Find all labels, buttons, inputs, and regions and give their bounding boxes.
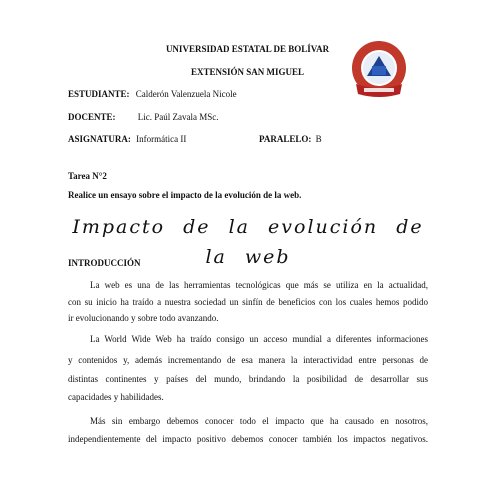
task-instruction: Realice un ensayo sobre el impacto de la evolución de la web. [68, 190, 302, 200]
parallel-label: PARALELO: [259, 134, 312, 144]
essay-line: La World Wide Web ha traído consigo un acceso mundial a diferentes informaciones [90, 334, 428, 344]
subject-row [68, 134, 186, 145]
extension-name: EXTENSIÓN SAN MIGUEL [190, 67, 305, 77]
parallel-value: B [315, 134, 322, 144]
essay-line: ir evolucionando y sobre todo avanzando. [68, 313, 219, 323]
seal-emblem-book [372, 66, 386, 75]
teacher-label: DOCENTE: [68, 112, 116, 122]
student-row [68, 89, 237, 100]
university-seal-icon [348, 40, 410, 102]
teacher-value: Lic. Paúl Zavala MSc. [137, 112, 219, 122]
essay-line: independientemente del impacto positivo debemos conocer también los impactos negativos. [68, 434, 428, 444]
teacher-row [68, 112, 219, 123]
student-value: Calderón Valenzuela Nicole [135, 89, 237, 99]
student-label: ESTUDIANTE: [68, 89, 130, 99]
essay-line: distintas continentes y países del mundo, brindando la posibilidad de desarrollar sus [68, 374, 428, 384]
seal-banner-stripe [364, 88, 394, 92]
section-heading: INTRODUCCIÓN [68, 258, 141, 268]
essay-line: y contenidos y, además incrementando de esa manera la interactividad entre personas de [68, 355, 428, 365]
essay-line: capacidades y habilidades. [68, 392, 164, 402]
subject-label: ASIGNATURA: [68, 134, 131, 144]
essay-line: La web es una de las herramientas tecnológicas que más se utiliza en la actualidad, [90, 280, 428, 290]
task-number: Tarea N°2 [68, 171, 107, 181]
parallel-row [259, 134, 322, 145]
subject-value: Informática II [136, 134, 187, 144]
essay-line: con su inicio ha traído a nuestra sociedad un sinfín de beneficios con los cuales hemos podido [68, 297, 428, 307]
university-name: UNIVERSIDAD ESTATAL DE BOLÍVAR [165, 44, 330, 54]
essay-title: Impacto de la evolución de la web [72, 216, 424, 268]
essay-line: Más sin embargo debemos conocer todo el impacto que ha causado en nosotros, [90, 416, 428, 426]
